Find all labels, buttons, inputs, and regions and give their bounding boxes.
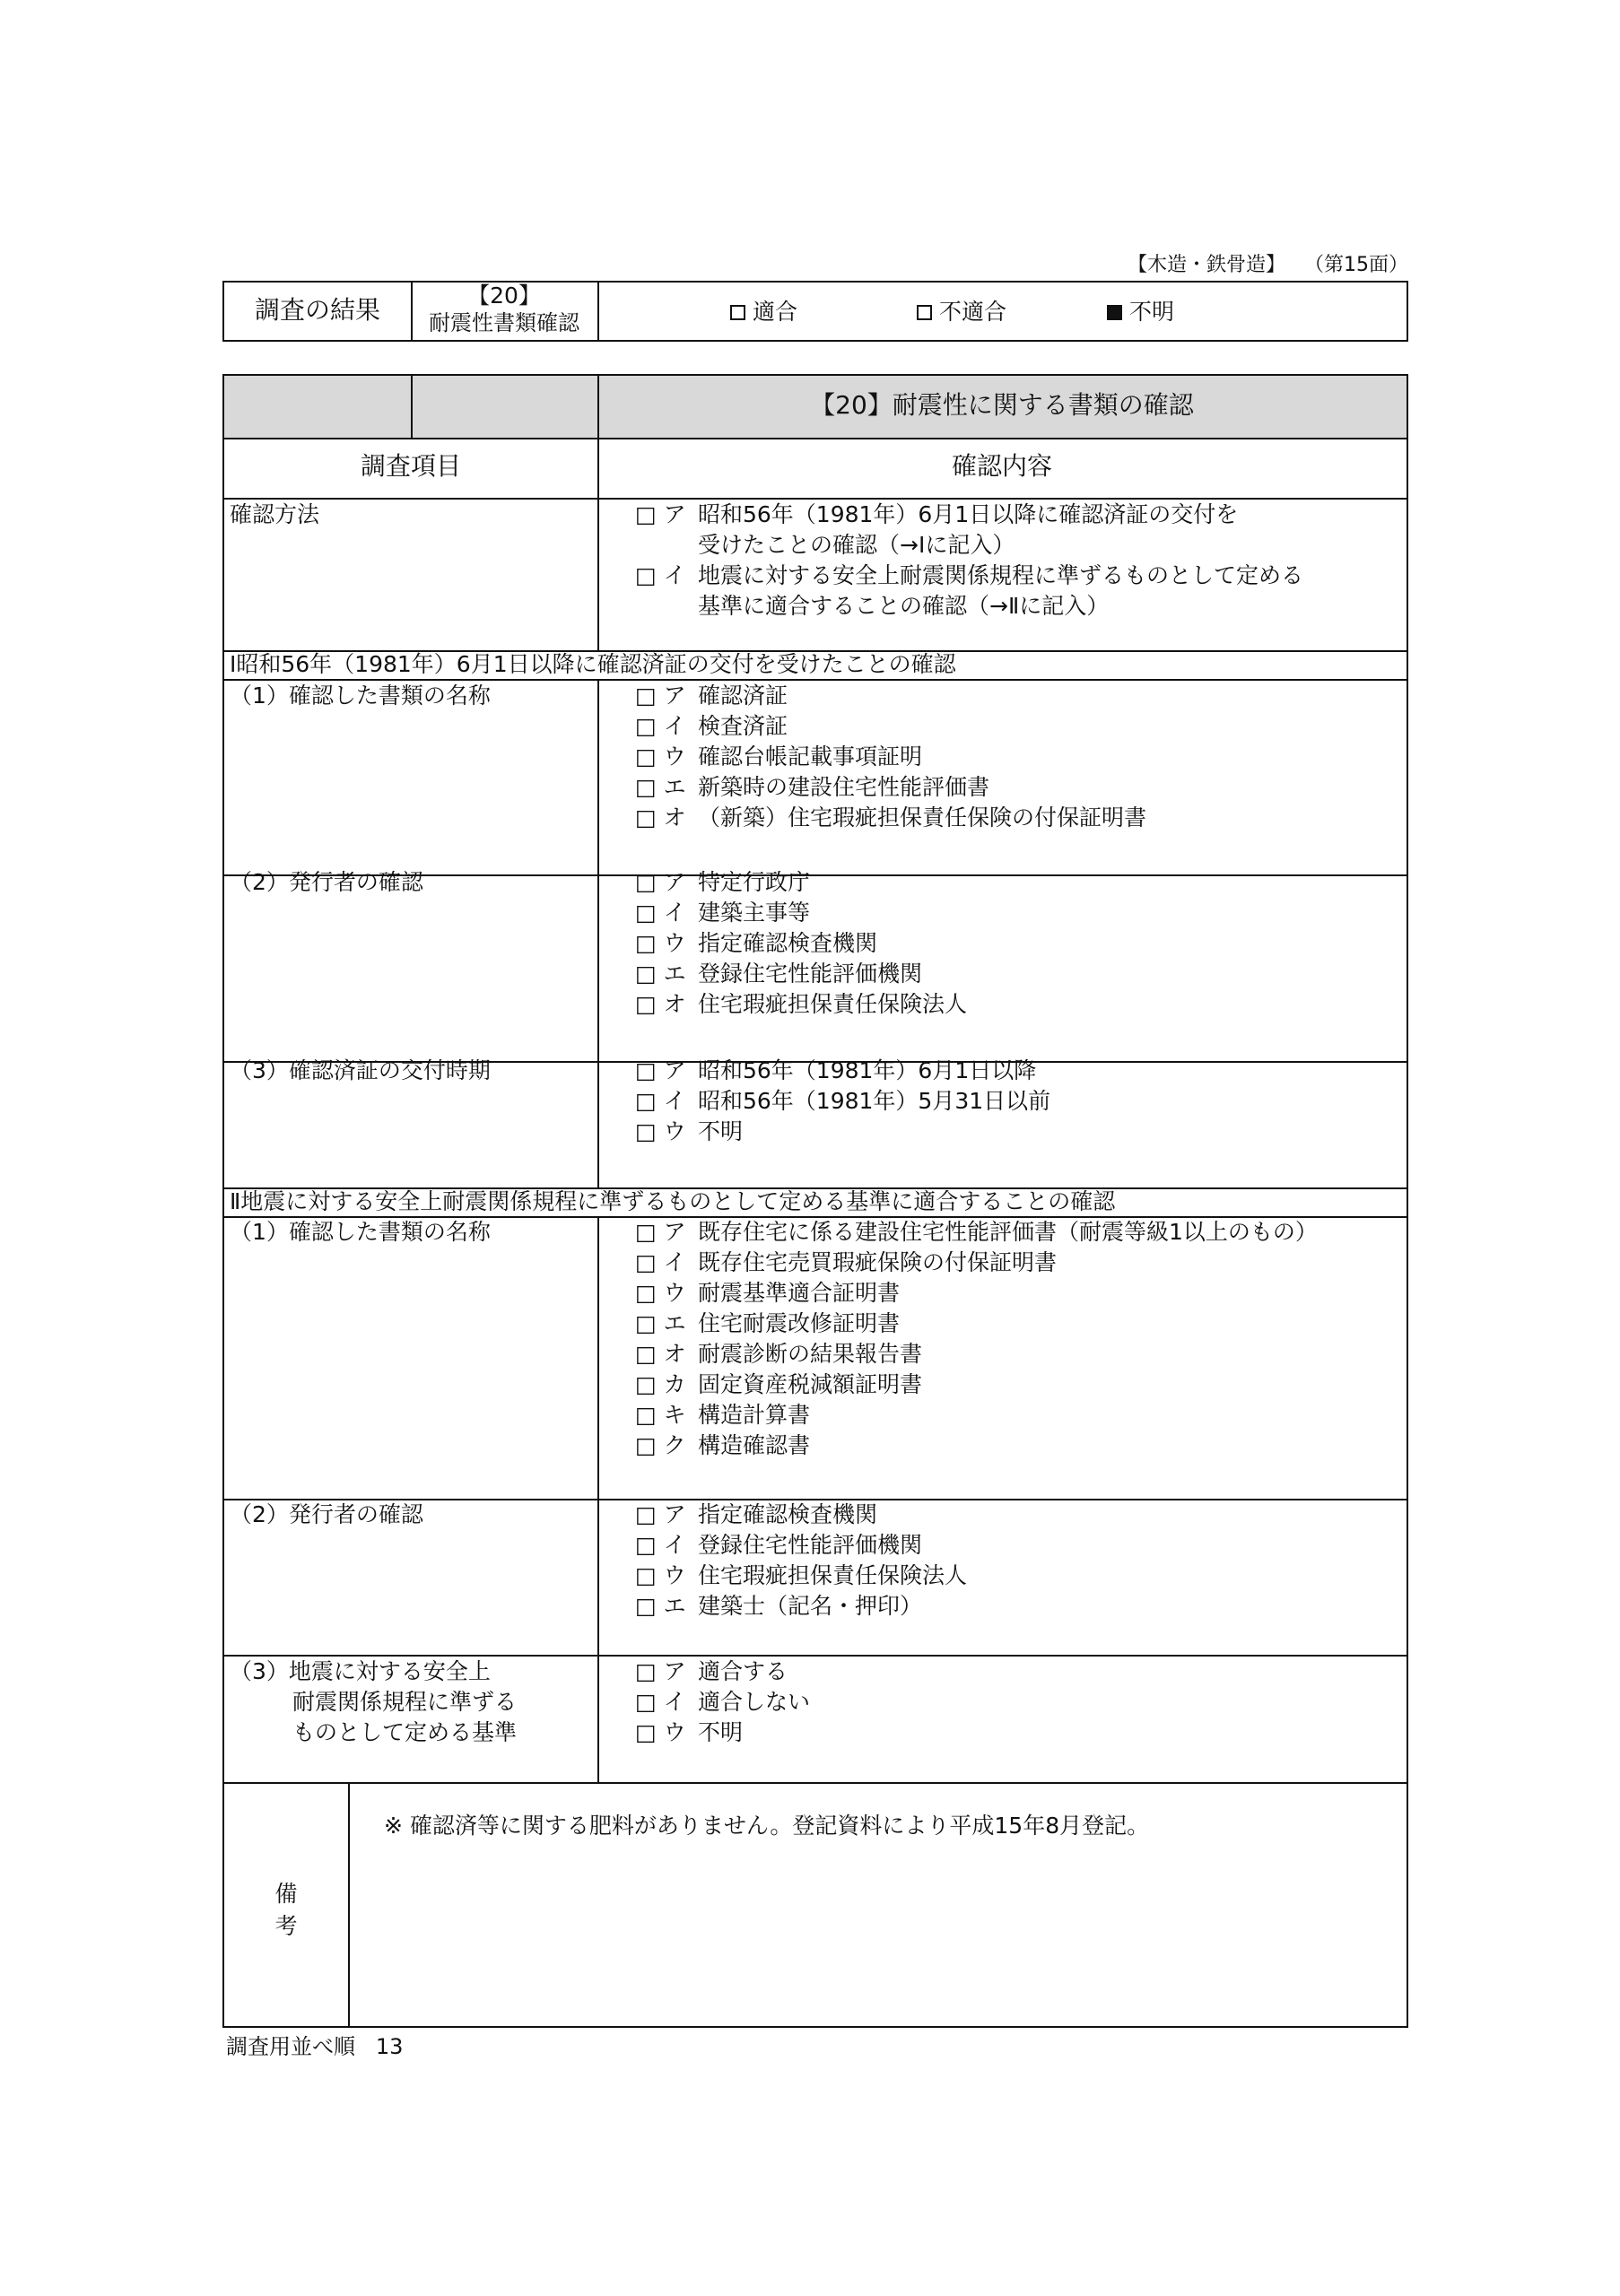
option-item[interactable] [635,1687,810,1718]
row-label-line: ものとして定める基準 [292,1719,518,1745]
footer-text: 調査用並べ順 [226,2034,355,2059]
option-text: 建築主事等 [698,900,811,926]
section2-title: Ⅱ地震に対する安全上耐震関係規程に準ずるものとして定める基準に適合することの確認 [230,1188,1116,1214]
option-item[interactable] [635,1431,1318,1461]
option-text-cont: 受けたことの確認（→Ⅰに記入） [698,532,1015,558]
option-item[interactable] [635,742,1146,772]
option-list [635,1056,1050,1147]
row-label: （1）確認した書類の名称 [230,1219,491,1245]
option-list [635,867,967,1020]
option-item[interactable] [635,959,967,989]
option-mark: □ ア [635,1501,686,1527]
option-text: 新築時の建設住宅性能評価書 [698,774,990,800]
option-text: 耐震基準適合証明書 [698,1280,901,1306]
remarks-text: ※ 確認済等に関する肥料がありません。登記資料により平成15年8月登記。 [384,1813,1150,1839]
result-option-2[interactable]: 不適合 [917,297,1006,327]
option-mark: □ ア [635,1219,686,1245]
option-item[interactable] [635,1248,1318,1278]
row-label: （2）発行者の確認 [230,1501,423,1527]
option-item[interactable] [635,867,967,898]
option-mark: □ エ [635,1310,686,1336]
option-mark: □ ア [635,683,686,709]
remarks-label-2: 考 [274,1913,298,1939]
col-line [411,376,413,438]
option-item[interactable] [635,1591,967,1622]
option-mark: □ イ [635,1689,686,1715]
option-mark: □ ウ [635,1280,686,1306]
option-item[interactable] [635,1561,967,1591]
option-text: （新築）住宅瑕疵担保責任保険の付保証明書 [698,804,1147,831]
result-box [222,281,1408,342]
option-mark: □ ウ [635,1719,686,1745]
option-text: 固定資産税減額証明書 [698,1371,923,1397]
page-header [1094,249,1408,277]
result-item-no: 【20】 [467,283,541,309]
option-item[interactable] [635,1278,1318,1309]
row-label-line: 耐震関係規程に準ずる [292,1689,518,1715]
option-item[interactable] [635,1217,1318,1248]
option-mark: □ ア [635,1658,686,1684]
option-mark: □ イ [635,1249,686,1275]
row-label-line: （3）地震に対する安全上 [230,1658,491,1684]
option-mark: □ ア [635,869,686,895]
option-text: 登録住宅性能評価機関 [698,1532,923,1558]
option-text: 不明 [698,1719,744,1745]
method-label: 確認方法 [230,501,320,527]
option-list [635,1657,810,1748]
option-text: 特定行政庁 [698,869,811,895]
result-label: 調査の結果 [254,295,380,325]
option-mark: □ イ [635,562,686,588]
option-text: 地震に対する安全上耐震関係規程に準ずるものとして定める [698,562,1304,588]
option-item[interactable] [635,898,967,928]
option-item[interactable] [635,1339,1318,1370]
col-line [597,679,599,1187]
structure-type: 【木造・鉄骨造】 [1128,254,1286,276]
option-text: 構造確認書 [698,1432,811,1458]
option-mark: □ キ [635,1402,686,1428]
option-mark: □ エ [635,774,686,800]
option-mark: □ イ [635,1088,686,1114]
row-line [224,1782,1407,1784]
option-text: 適合しない [698,1689,811,1715]
section1-title: Ⅰ昭和56年（1981年）6月1日以降に確認済証の交付を受けたことの確認 [230,651,956,677]
option-text-cont: 基準に適合することの確認（→Ⅱに記入） [698,593,1110,619]
option-text: 指定確認検査機関 [698,1501,878,1527]
option-text: 指定確認検査機関 [698,930,878,956]
option-mark: □ ア [635,501,686,527]
remarks-label-1: 備 [274,1881,298,1907]
row-label: （3）確認済証の交付時期 [230,1057,491,1083]
option-mark: □ ウ [635,1118,686,1144]
option-mark: □ ウ [635,1562,686,1588]
result-option-1[interactable]: 適合 [730,297,797,327]
table-title: 【20】耐震性に関する書類の確認 [810,390,1194,420]
option-list [635,1217,1318,1461]
option-text: 昭和56年（1981年）6月1日以降に確認済証の交付を [698,501,1239,527]
col-header-item: 調査項目 [360,451,461,481]
col-line [597,1216,599,1782]
option-item[interactable] [635,989,967,1020]
option-mark: □ イ [635,713,686,739]
option-item[interactable] [635,1117,1050,1147]
row-label: （1）確認した書類の名称 [230,683,491,709]
option-mark: □ エ [635,961,686,987]
main-table [222,374,1408,2028]
col-header-content: 確認内容 [951,451,1052,481]
option-text: 適合する [698,1658,788,1684]
option-mark: □ イ [635,900,686,926]
option-item[interactable] [635,561,1303,591]
row-line [224,438,1407,439]
footer [226,2029,403,2060]
option-mark: □ ウ [635,930,686,956]
option-text: 確認済証 [698,683,788,709]
option-item[interactable] [635,1056,1050,1086]
checkbox-icon[interactable] [730,305,745,320]
divider [597,283,599,340]
option-item[interactable] [635,772,1146,803]
option-item[interactable] [635,1718,810,1748]
option-item[interactable] [635,1400,1318,1431]
footer-number: 13 [375,2034,404,2059]
option-item[interactable] [635,803,1146,833]
option-mark: □ エ [635,1593,686,1619]
option-mark: □ ク [635,1432,686,1458]
option-text: 建築士（記名・押印） [698,1593,923,1619]
option-item[interactable] [635,1370,1318,1400]
option-list [635,1500,967,1622]
option-item[interactable] [635,500,1238,530]
col-line [348,1782,350,2026]
option-mark: □ ウ [635,744,686,770]
option-text: 住宅耐震改修証明書 [698,1310,901,1336]
option-text: 登録住宅性能評価機関 [698,961,923,987]
option-text: 昭和56年（1981年）5月31日以前 [698,1088,1051,1114]
option-item[interactable] [635,681,1146,711]
option-text: 不明 [698,1118,744,1144]
option-text: 構造計算書 [698,1402,811,1428]
option-mark: □ カ [635,1371,686,1397]
option-item[interactable] [635,1500,967,1530]
option-mark: □ オ [635,804,686,831]
result-option-3[interactable]: 不明 [1107,297,1174,327]
option-item[interactable] [635,1530,967,1561]
option-text: 検査済証 [698,713,788,739]
option-mark: □ ア [635,1057,686,1083]
row-label: （2）発行者の確認 [230,869,423,895]
option-mark: □ オ [635,1341,686,1367]
option-text: 耐震診断の結果報告書 [698,1341,923,1367]
checkbox-icon[interactable] [917,305,932,320]
option-text: 住宅瑕疵担保責任保険法人 [698,1562,968,1588]
option-text: 既存住宅に係る建設住宅性能評価書（耐震等級1以上のもの） [698,1219,1318,1245]
option-mark: □ イ [635,1532,686,1558]
option-item[interactable] [635,1657,810,1687]
page-number: （第15面） [1304,254,1408,276]
checked-checkbox-icon[interactable] [1107,305,1122,320]
option-item[interactable] [635,928,967,959]
option-item[interactable] [635,1309,1318,1339]
option-item[interactable] [635,711,1146,742]
option-list [635,681,1146,833]
option-text: 確認台帳記載事項証明 [698,744,923,770]
result-item-name: 耐震性書類確認 [429,310,579,335]
option-text: 既存住宅売買瑕疵保険の付保証明書 [698,1249,1058,1275]
row-label-multi [230,1657,517,1748]
option-mark: □ オ [635,991,686,1017]
option-item[interactable] [635,1086,1050,1117]
option-text: 住宅瑕疵担保責任保険法人 [698,991,968,1017]
option-text: 昭和56年（1981年）6月1日以降 [698,1057,1037,1083]
